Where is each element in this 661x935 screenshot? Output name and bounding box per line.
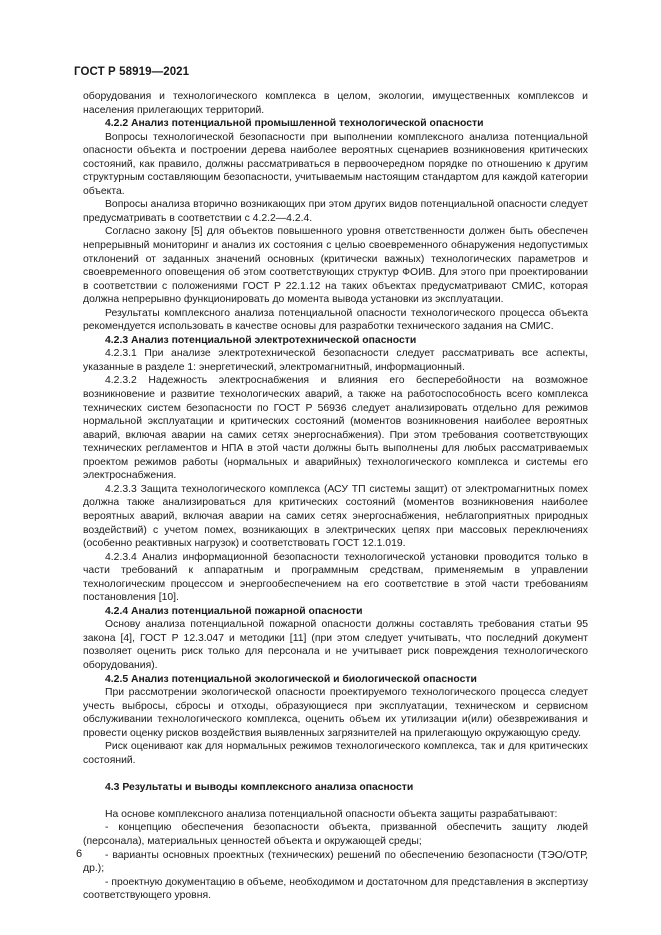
section-heading: 4.2.5 Анализ потенциальной экологической и биологической опасности [105, 673, 477, 685]
section-heading: 4.2.2 Анализ потенциальной промышленной технологической опасности [105, 118, 484, 130]
paragraph: - концепцию обеспечения безопасности объекта, призванной обеспечить защиту людей (персонала), материальных ценностей объекта и окружающей среды; [83, 822, 588, 847]
page-number: 6 [76, 848, 83, 860]
paragraph: 4.2.3.4 Анализ информационной безопасности технологической установки проводится только в части требований к аппаратным и программным средствам, применяемым в управлении технологическим процессом и энергообеспечением на его соответствие в этой части требованиям постановления [10]. [83, 551, 588, 604]
paragraph: Согласно закону [5] для объектов повышенного уровня ответственности должен быть обеспечен непрерывный мониторинг и анализ их состояния с целью своевременного обнаружения недопустимых отклонений от заданных значений основных (критически важных) технологических параметров и своевременного оповещения об этом соответствующих структур ФОИВ. Для этого при проектировании в соответствии с положениями ГОСТ Р 22.1.12 на таких объектах предусматривают СМИС, которая должна непрерывно функционировать до момента вывода установки из эксплуатации. [83, 226, 588, 306]
paragraph: - проектную документацию в объеме, необходимом и достаточном для представления в экспертизу соответствующего уровня. [83, 876, 589, 902]
section-heading: 4.3 Результаты и выводы комплексного анализа опасности [105, 782, 414, 794]
paragraph: 4.2.3.2 Надежность электроснабжения и влияния его бесперебойности на возможное возникновение и развитие технологических аварий, а также на работоспособность всего комплекса технических систем безопасности по ГОСТ Р 56936 следует анализировать отдельно для режимов нормальной эксплуатации и критических состояний (моментов возникновения наиболее вероятных аварий, включая аварии на самих сетях энергоснабжения). При этом требования соответствующих технических регламентов и НПА в этой части должны быть выполнены для любых рассматриваемых проектом режимов работы (нормальных и аварийных) технологического комплекса и системы его электроснабжения. [83, 375, 588, 482]
paragraph: оборудования и технологического комплекса в целом, экологии, имущественных комплексов и населения прилегающих территорий. [83, 91, 588, 116]
paragraph: Основу анализа потенциальной пожарной опасности должны составлять требования статьи 95 закона [4], ГОСТ Р 12.3.047 и методики [11] (при этом следует учитывать, что последний документ позволяет оценить риск только для персонала и не учитывает риск повреждения технологического оборудования). [83, 619, 588, 671]
paragraph: Результаты комплексного анализа потенциальной опасности технологического процесса объекта рекомендуется использовать в качестве основы для разработки технического задания на СМИС. [83, 307, 588, 333]
paragraph: При рассмотрении экологической опасности проектируемого технологического процесса следует учесть выбросы, сбросы и отходы, образующиеся при эксплуатации, техническом и сервисном обслуживании технологического комплекса, оценить объем их утилизации и(или) обезвреживания и провести оценку рисков воздействия выявленных загрязнителей на прилегающую окружающую среду. [83, 687, 588, 739]
paragraph: Вопросы технологической безопасности при выполнении комплексного анализа потенциальной опасности объекта и построении дерева наиболее вероятных сценариев возникновения критических состояний, как правило, должны рассматриваться в первоочередном порядке по отношению к другим структурным составляющим безопасности, учитываемым настоящим стандартом для каждой категории объекта. [83, 131, 588, 197]
paragraph: - варианты основных проектных (технических) решений по обеспечению безопасности (ТЭО/ОТР, др.); [83, 849, 588, 875]
paragraph: 4.2.3.3 Защита технологического комплекса (АСУ ТП системы защит) от электромагнитных помех должна также анализироваться для критических состояний (моментов возникновения наиболее вероятных аварий, включая аварии на самих сетях энергоснабжения, неблагоприятных природных воздействий) с учетом помех, возникающих в электрических цепях при массовых переключениях (особенно реактивных нагрузок) и соответствовать ГОСТ 12.1.019. [83, 483, 588, 550]
standard-header: ГОСТ Р 58919—2021 [74, 66, 190, 78]
document-body [83, 90, 588, 903]
paragraph: Риск оценивают как для нормальных режимов технологического комплекса, так и для критических состояний. [83, 741, 588, 766]
paragraph: Вопросы анализа вторично возникающих при этом других видов потенциальной опасности следует предусматривать в соответствии с 4.2.2—4.2.4. [83, 199, 588, 224]
paragraph: 4.2.3.1 При анализе электротехнической безопасности следует рассматривать все аспекты, указанные в разделе 1: энергетический, электромагнитный, информационный. [83, 348, 588, 373]
section-heading: 4.2.3 Анализ потенциальной электротехнической опасности [105, 334, 417, 346]
paragraph: На основе комплексного анализа потенциальной опасности объекта защиты разрабатывают: [105, 808, 558, 820]
section-heading: 4.2.4 Анализ потенциальной пожарной опасности [105, 605, 363, 617]
